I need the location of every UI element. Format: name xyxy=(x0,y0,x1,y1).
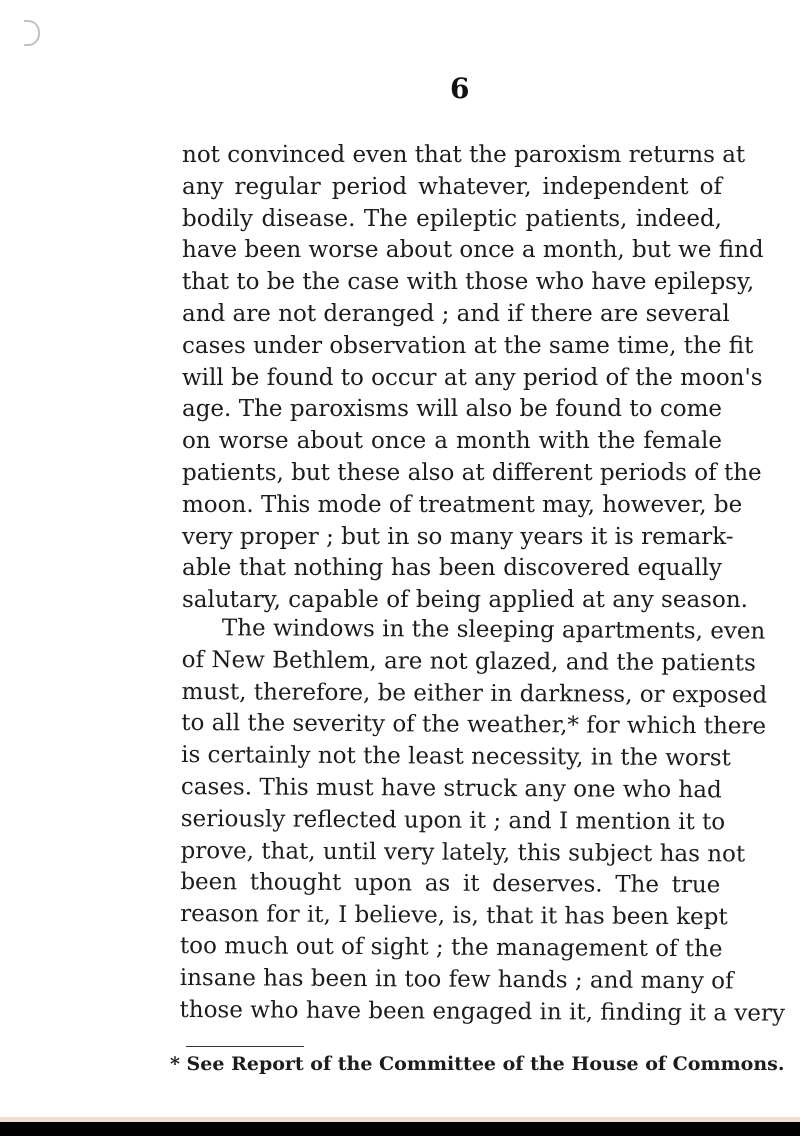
text-line: not convinced even that the paroxism returns at xyxy=(182,142,746,168)
text-line: reason for it, I believe, is, that it has been kept xyxy=(180,901,728,931)
text-line: able that nothing has been discovered equally xyxy=(182,555,722,582)
footnote-rule xyxy=(186,1046,304,1047)
text-line: patients, but these also at different periods of the xyxy=(182,459,762,486)
text-line: of New Bethlem, are not glazed, and the patients xyxy=(181,646,756,677)
text-line: prove, that, until very lately, this subject has not xyxy=(180,837,746,868)
page-corner-mark xyxy=(24,20,40,46)
paragraph-1 xyxy=(182,140,764,617)
text-line: cases. This must have struck any one who had xyxy=(180,773,722,804)
text-line: must, therefore, be either in darkness, or exposed xyxy=(181,678,768,709)
text-line: is certainly not the least necessity, in the worst xyxy=(181,742,731,772)
text-line: salutary, capable of being applied at any season. xyxy=(182,587,748,614)
page-number: 6 xyxy=(450,72,470,105)
text-line: age. The paroxisms will also be found to come xyxy=(182,396,722,423)
text-line: moon. This mode of treatment may, however, be xyxy=(182,491,743,518)
text-line: too much out of sight ; the management of the xyxy=(179,932,723,963)
text-line: insane has been in too few hands ; and many of xyxy=(179,964,734,995)
text-line: been thought upon as it deserves. The true xyxy=(180,869,721,899)
text-line: that to be the case with those who have epilepsy, xyxy=(182,269,755,296)
text-line: on worse about once a month with the female xyxy=(182,428,722,455)
paragraph-2 xyxy=(179,613,785,1030)
text-line: and are not deranged ; and if there are several xyxy=(182,300,730,327)
text-line: very proper ; but in so many years it is remark- xyxy=(182,523,734,550)
text-line: cases under observation at the same time, the fit xyxy=(182,332,754,359)
text-line: have been worse about once a month, but we find xyxy=(182,237,764,264)
text-line: seriously reflected upon it ; and I mention it to xyxy=(180,805,726,836)
footnote: * See Report of the Committee of the House of Commons. xyxy=(170,1053,785,1075)
text-line: The windows in the sleeping apartments, even xyxy=(221,615,766,645)
text-line: those who have been engaged in it, finding it a very xyxy=(179,996,785,1027)
text-line: to all the severity of the weather,* for which there xyxy=(181,710,767,740)
text-line: will be found to occur at any period of the moon's xyxy=(182,364,763,391)
text-line: bodily disease. The epileptic patients, indeed, xyxy=(182,205,722,232)
text-line: any regular period whatever, independent of xyxy=(182,173,722,200)
page-bottom-edge xyxy=(0,1122,800,1136)
